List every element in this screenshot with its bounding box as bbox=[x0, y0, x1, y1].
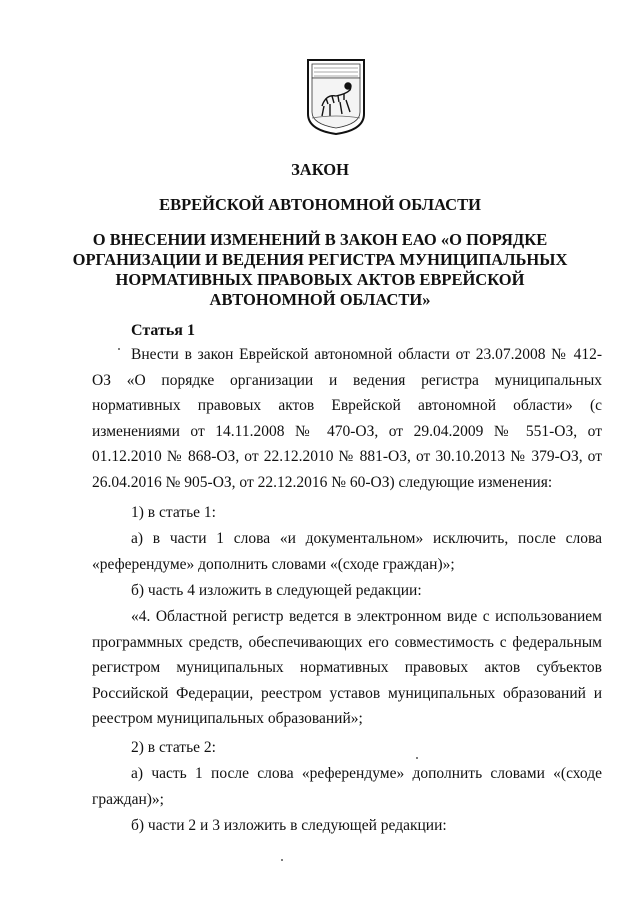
item-1b: б) часть 4 изложить в следующей редакции: bbox=[131, 582, 422, 599]
scan-speck bbox=[118, 348, 120, 350]
item-2a: а) часть 1 после слова «референдуме» дополнить словами «(сходе граждан)»; bbox=[92, 765, 602, 808]
item-1a: а) в части 1 слова «и документальном» исключить, после слова «референдуме» дополнить словами «(сходе граждан)»; bbox=[92, 530, 602, 573]
subject-title bbox=[0, 230, 640, 310]
document-title: ЗАКОН bbox=[291, 160, 349, 179]
quote-part-4: «4. Областной регистр ведется в электронном виде с использованием программных средств, обеспечивающих его совместимость с федеральным регистром муниципальных нормативных правовых актов субъектов Российской Федерации, реестром уставов муниципальных образований и реестром муниципальных образований»; bbox=[92, 608, 602, 728]
scan-speck bbox=[281, 859, 283, 861]
item-2b: б) части 2 и 3 изложить в следующей редакции: bbox=[131, 817, 447, 834]
subject-line: ОРГАНИЗАЦИИ И ВЕДЕНИЯ РЕГИСТРА МУНИЦИПАЛЬНЫХ bbox=[72, 250, 568, 269]
scan-speck bbox=[416, 757, 418, 759]
item-2: 2) в статье 2: bbox=[131, 739, 216, 756]
subject-line: АВТОНОМНОЙ ОБЛАСТИ» bbox=[209, 290, 431, 309]
region-name: ЕВРЕЙСКОЙ АВТОНОМНОЙ ОБЛАСТИ bbox=[159, 195, 481, 214]
item-1: 1) в статье 1: bbox=[131, 504, 216, 521]
subject-line: О ВНЕСЕНИИ ИЗМЕНЕНИЙ В ЗАКОН ЕАО «О ПОРЯДКЕ bbox=[92, 230, 548, 249]
subject-line: НОРМАТИВНЫХ ПРАВОВЫХ АКТОВ ЕВРЕЙСКОЙ bbox=[115, 270, 525, 289]
coat-of-arms-icon bbox=[304, 56, 368, 136]
article-heading: Статья 1 bbox=[131, 322, 195, 339]
intro-paragraph: Внести в закон Еврейской автономной области от 23.07.2008 № 412-ОЗ «О порядке организации и ведения регистра муниципальных нормативных правовых актов Еврейской автономной области» (с изменениями от 14.11.2008 № 470-ОЗ, от 29.04.2009 № 551-ОЗ, от 01.12.2010 № 868-ОЗ, от 22.12.2010 № 881-ОЗ, от 30.10.2013 № 379-ОЗ, от 26.04.2016 № 905-ОЗ, от 22.12.2016 № 60-ОЗ) следующие изменения: bbox=[92, 346, 602, 491]
